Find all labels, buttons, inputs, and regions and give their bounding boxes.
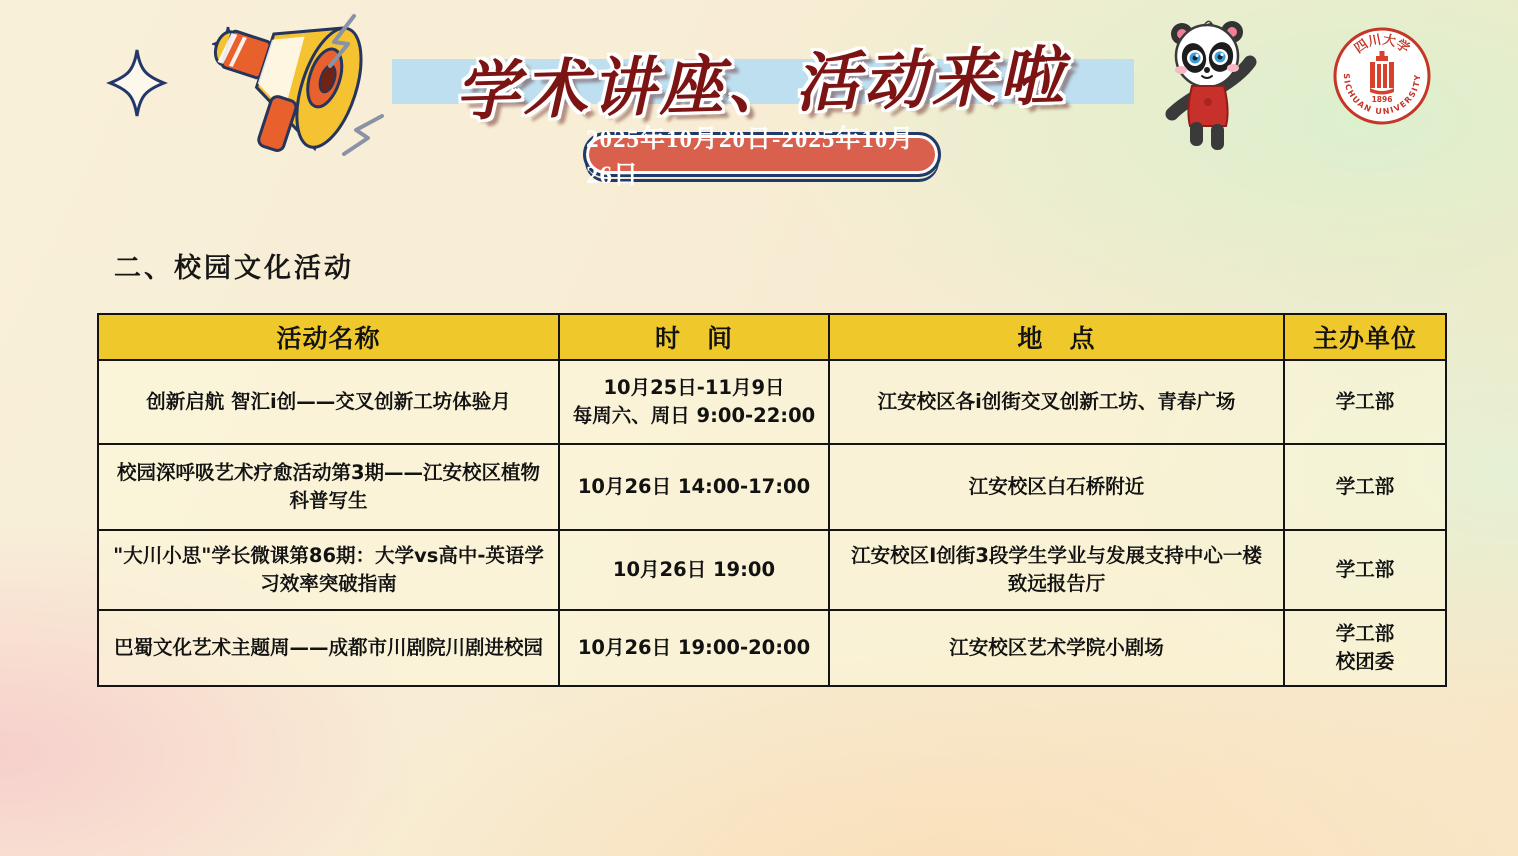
header-location: 地 点 bbox=[829, 314, 1284, 360]
organizer-line: 学工部 bbox=[1335, 557, 1395, 581]
table-header-row bbox=[98, 314, 1446, 360]
section-heading: 二、校园文化活动 bbox=[114, 253, 354, 284]
organizer-line: 学工部 bbox=[1335, 621, 1395, 645]
logo-cn-text: 四川大学 bbox=[1352, 32, 1412, 57]
cell-location: 江安校区艺术学院小剧场 bbox=[829, 610, 1284, 686]
logo-en-text: SICHUAN UNIVERSITY bbox=[1341, 73, 1423, 117]
time-line: 10月26日 19:00-20:00 bbox=[577, 635, 811, 659]
megaphone-icon bbox=[196, 8, 386, 173]
time-line: 10月25日-11月9日 bbox=[603, 375, 785, 399]
table-row bbox=[98, 610, 1446, 686]
time-line: 10月26日 14:00-17:00 bbox=[577, 474, 811, 498]
header-organizer: 主办单位 bbox=[1284, 314, 1446, 360]
cell-activity-name: 创新启航 智汇i创——交叉创新工坊体验月 bbox=[98, 360, 559, 444]
organizer-line: 学工部 bbox=[1335, 389, 1395, 413]
logo-year-text: 1896 bbox=[1371, 95, 1393, 104]
table-row bbox=[98, 530, 1446, 610]
cell-activity-name: 巴蜀文化艺术主题周——成都市川剧院川剧进校园 bbox=[98, 610, 559, 686]
cell-time bbox=[559, 610, 829, 686]
cell-organizer bbox=[1284, 444, 1446, 530]
cell-location: 江安校区各i创街交叉创新工坊、青春广场 bbox=[829, 360, 1284, 444]
cell-organizer bbox=[1284, 610, 1446, 686]
table-row bbox=[98, 444, 1446, 530]
header-time: 时 间 bbox=[559, 314, 829, 360]
page-title: 学术讲座、活动来啦 bbox=[454, 39, 1069, 130]
organizer-line: 学工部 bbox=[1335, 474, 1395, 498]
cell-location: 江安校区白石桥附近 bbox=[829, 444, 1284, 530]
cell-time bbox=[559, 444, 829, 530]
panda-mascot-icon bbox=[1156, 18, 1268, 164]
cell-activity-name: 校园深呼吸艺术疗愈活动第3期——江安校区植物科普写生 bbox=[98, 444, 559, 530]
organizer-line: 校团委 bbox=[1335, 650, 1395, 673]
time-line: 10月26日 19:00 bbox=[612, 557, 776, 581]
cell-time bbox=[559, 360, 829, 444]
table-row bbox=[98, 360, 1446, 444]
cell-time bbox=[559, 530, 829, 610]
cell-organizer bbox=[1284, 360, 1446, 444]
time-line: 每周六、周日 9:00-22:00 bbox=[572, 404, 816, 427]
date-range-badge: 2025年10月20日-2025年10月26日 bbox=[583, 132, 941, 177]
cell-organizer bbox=[1284, 530, 1446, 610]
sparkle-icon bbox=[106, 48, 168, 118]
activities-table bbox=[97, 313, 1447, 687]
cell-location: 江安校区I创街3段学生学业与发展支持中心一楼致远报告厅 bbox=[829, 530, 1284, 610]
header-activity-name: 活动名称 bbox=[98, 314, 559, 360]
cell-activity-name: "大川小思"学长微课第86期：大学vs高中-英语学习效率突破指南 bbox=[98, 530, 559, 610]
scu-logo-icon bbox=[1332, 26, 1432, 126]
